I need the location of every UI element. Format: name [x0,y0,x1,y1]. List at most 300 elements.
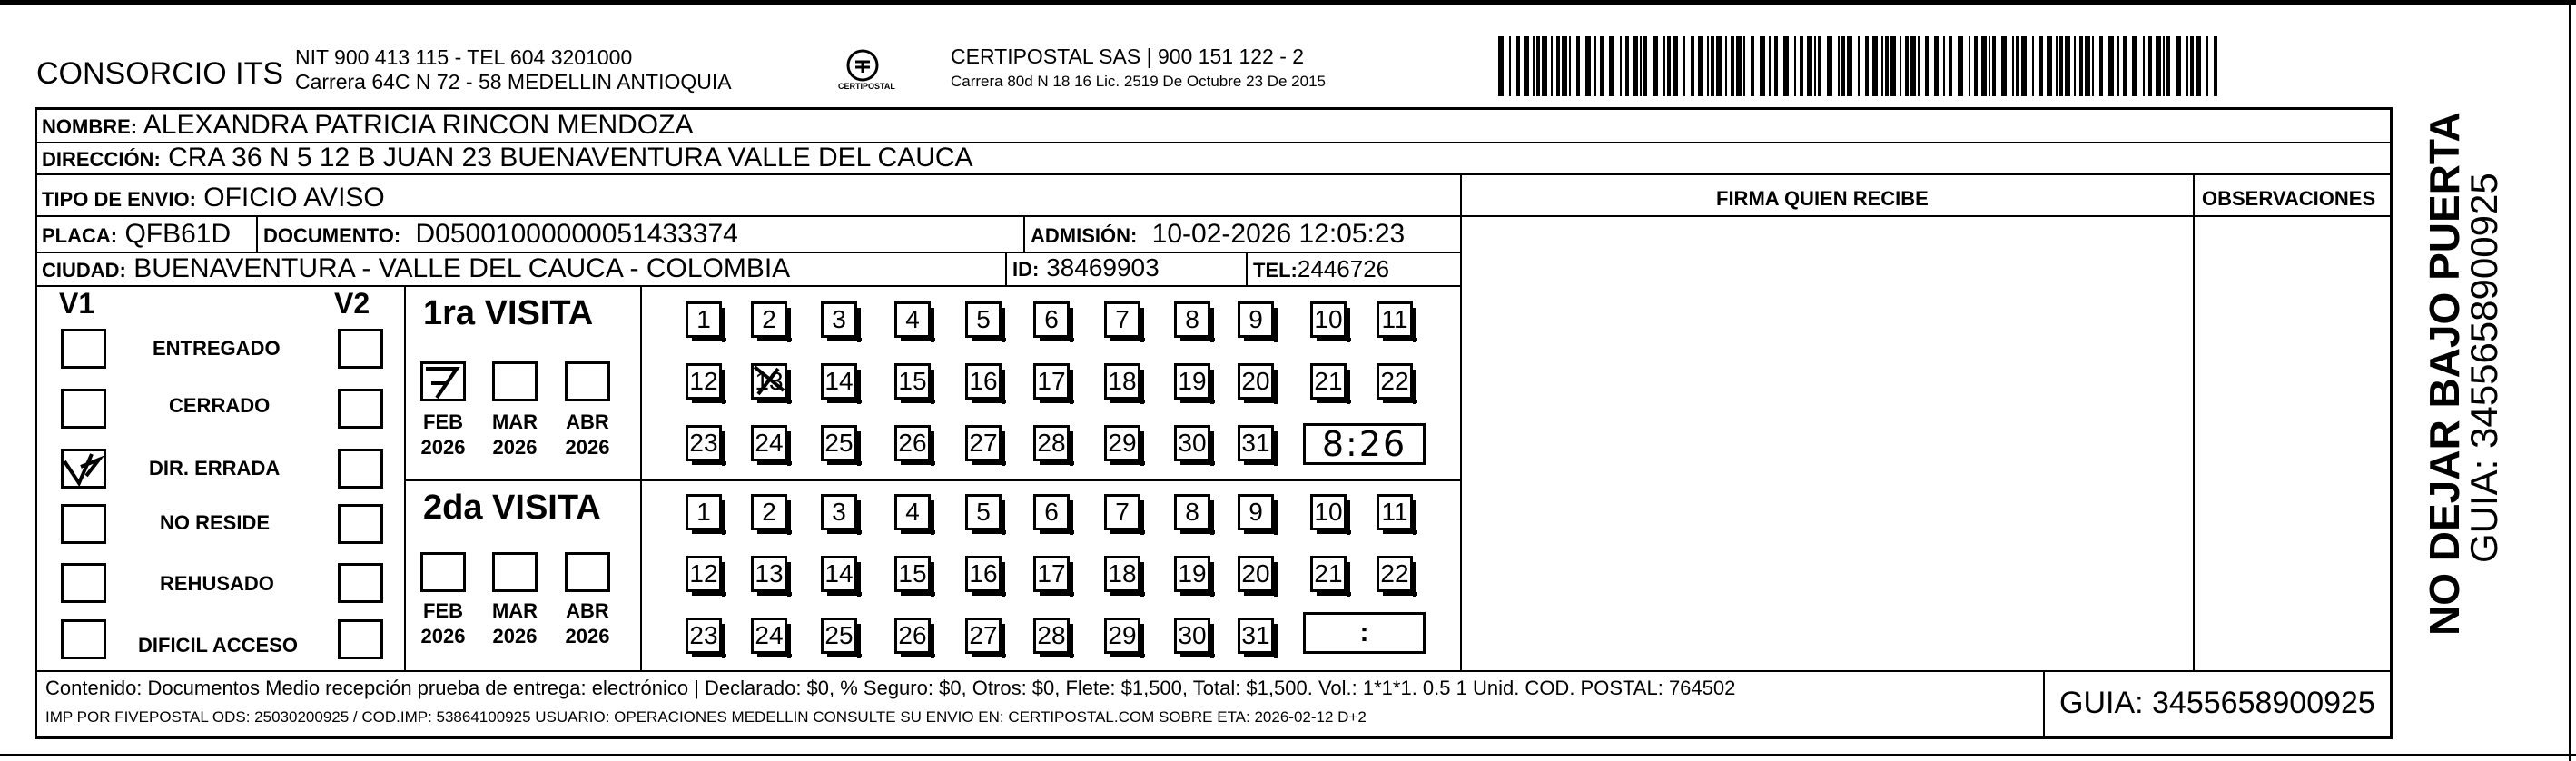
ciudad-row [42,253,790,284]
barcode-bar [1989,36,1990,96]
placa-row [42,219,231,250]
certipostal-logo-icon [835,44,895,98]
barcode-bar [1683,36,1685,96]
v1-no-reside-checkbox[interactable] [61,504,106,544]
visit2-time-value: : [1359,618,1369,647]
day-number: 3 [832,498,846,526]
v1-header: V1 [59,287,95,320]
visit2-day-box[interactable] [965,618,1002,654]
footer-line1: Contenido: Documentos Medio recepción prueba de entrega: electrónico | Declarado: $0, % Seguro: $0, Otros: $0, Flete: $1,500, Total: $1,500. Vol.: 1*1*1. 0.5 1 Unid. COD. POSTAL: 764502 [45,677,1736,699]
day-number: 21 [1314,559,1343,588]
visit2-day-box[interactable] [1033,494,1070,530]
barcode-bar [1958,36,1963,96]
day-number: 27 [969,429,998,457]
barcode-bar [1509,36,1511,96]
visit1-day-box[interactable] [751,301,787,338]
visit2-feb-checkbox[interactable] [420,552,466,592]
firma-header: FIRMA QUIEN RECIBE [1716,187,1929,210]
ciudad-value: BUENAVENTURA - VALLE DEL CAUCA - COLOMBIA [133,253,791,283]
visit2-mar-checkbox[interactable] [492,552,538,592]
placa-label: PLACA: [42,224,118,247]
visit1-time-box[interactable] [1303,423,1426,465]
barcode-bar [2148,36,2152,96]
nombre-row [42,110,693,141]
visit2-day-box[interactable] [1238,618,1274,654]
barcode-bar [1731,36,1734,96]
visit2-day-box[interactable] [965,494,1002,530]
barcode-bar [1725,36,1727,96]
day-number: 30 [1178,621,1207,649]
visit2-year-abr: 2026 [565,625,610,647]
tel-value: 2446726 [1297,255,1390,282]
barcode-bar [1872,36,1878,96]
visit1-day-box[interactable] [1104,301,1140,338]
day-number: 20 [1241,559,1270,588]
day-number: 29 [1108,429,1137,457]
barcode-bar [1620,36,1622,96]
barcode-bar [1533,36,1535,96]
day-number: 11 [1381,305,1408,333]
barcode-bar [1516,36,1520,96]
barcode-bar [2176,36,2181,96]
day-number: 15 [898,367,927,395]
barcode-bar [1827,36,1832,96]
visit2-day-box[interactable] [894,618,931,654]
barcode-bar [1585,36,1591,96]
barcode-bar [2196,36,2201,96]
visit1-day-box[interactable] [1377,363,1413,400]
day-number: 7 [1115,305,1130,333]
barcode-bar [1594,36,1596,96]
day-number: 18 [1108,559,1137,588]
company-line1: NIT 900 413 115 - TEL 604 3201000 [295,45,633,69]
visit1-day-box[interactable] [965,301,1002,338]
status-cerrado-label: CERRADO [169,394,271,417]
right-border [2569,0,2571,761]
day-number: 9 [1249,498,1263,526]
barcode-bar [2186,36,2188,96]
visit2-day-box[interactable] [1033,556,1070,592]
visit2-day-box[interactable] [686,494,722,530]
visit1-year-mar: 2026 [492,436,538,459]
ciudad-label: CIUDAD: [42,259,126,282]
barcode-bar [2092,36,2094,96]
direccion-label: DIRECCIÓN: [42,148,161,171]
visit2-time-box[interactable] [1303,612,1426,654]
tipo-label: TIPO DE ENVIO: [42,188,196,211]
visit1-day-box[interactable] [1238,301,1274,338]
barcode-bar [1751,36,1754,96]
barcode-bar [1814,36,1816,96]
handwritten-mark-icon [420,361,466,401]
barcode-bar [1885,36,1889,96]
barcode-bar [2099,36,2103,96]
day-number: 20 [1241,367,1270,395]
barcode-bar [2012,36,2014,96]
day-number: 9 [1249,305,1263,333]
visit2-month-mar: MAR [491,599,538,622]
day-number: 21 [1314,367,1343,395]
placa-value: QFB61D [124,219,232,249]
day-number: 13 [755,559,784,588]
barcode-bar [1643,36,1647,96]
visit1-year-abr: 2026 [565,436,610,459]
barcode-bar [1663,36,1665,96]
barcode-bar [1569,36,1571,96]
v2-entregado-checkbox[interactable] [338,329,383,369]
visit1-day-box[interactable] [686,301,722,338]
visit1-mar-checkbox[interactable] [492,361,538,401]
barcode-bar [2123,36,2127,96]
barcode-bar [1890,36,1896,96]
barcode-bar [2059,36,2063,96]
status-dir-errada-label: DIR. ERRADA [149,457,281,479]
visit2-day-box[interactable] [1104,556,1140,592]
barcode-bar [1736,36,1742,96]
day-number: 29 [1108,621,1137,649]
observaciones-header: OBSERVACIONES [2202,187,2376,210]
visit1-day-box[interactable] [965,425,1002,461]
barcode-bar [1783,36,1789,96]
visit2-day-box[interactable] [686,618,722,654]
visit1-time-value: 8:26 [1321,424,1407,464]
visit2-day-box[interactable] [1174,618,1210,654]
day-number: 28 [1037,429,1066,457]
barcode-bar [1841,36,1845,96]
documento-value: D05001000000051433374 [415,219,738,249]
admision-row [1031,219,1405,250]
barcode-bar [1910,36,1916,96]
v2-cerrado-checkbox[interactable] [338,389,383,429]
v2-header: V2 [334,287,370,320]
status-no-reside-label: NO RESIDE [160,511,271,534]
barcode-bar [1992,36,1996,96]
visit1-day-box[interactable] [894,425,931,461]
barcode-bar [1653,36,1658,96]
visit2-day-box[interactable] [894,556,931,592]
tipo-row [42,183,385,213]
visit1-day-box[interactable] [686,363,722,400]
barcode-bar [1918,36,1920,96]
visit1-title: 1ra VISITA [423,294,594,332]
day-number: 8 [1185,498,1199,526]
barcode-bar [2016,36,2019,96]
barcode-bar [1769,36,1771,96]
barcode-bar [1716,36,1722,96]
visit2-day-box[interactable] [1238,556,1274,592]
visit2-day-box[interactable] [1377,494,1413,530]
barcode-bar [2190,36,2194,96]
visit1-year-feb: 2026 [420,436,466,459]
barcode-bar [2047,36,2052,96]
day-number: 26 [898,621,927,649]
day-number: 15 [898,559,927,588]
barcode-bar [1847,36,1852,96]
day-number: 13 [755,367,784,395]
day-number: 1 [696,305,711,333]
visit1-month-mar: MAR [491,410,538,433]
day-number: 12 [689,559,718,588]
visit1-month-abr: ABR [566,410,609,433]
barcode-bar [1949,36,1952,96]
visit1-day-box[interactable] [1033,363,1070,400]
visit2-day-box[interactable] [751,618,787,654]
barcode-bar [1807,36,1812,96]
status-dificil-acceso-label: DIFICIL ACCESO [138,634,299,657]
barcode-bar [2143,36,2145,96]
day-number: 12 [689,367,718,395]
visit2-day-box[interactable] [1104,618,1140,654]
barcode-bar [1667,36,1671,96]
visit2-day-box[interactable] [1104,494,1140,530]
bottom-divider [0,754,2576,756]
barcode-bar [1925,36,1929,96]
visit2-day-box[interactable] [1238,494,1274,530]
day-number: 18 [1108,367,1137,395]
company-line2: Carrera 64C N 72 - 58 MEDELLIN ANTIOQUIA [295,70,732,94]
side-title: NO DEJAR BAJO PUERTA [2421,112,2468,636]
direccion-row [42,143,973,173]
barcode-bar [2132,36,2137,96]
visit2-month-abr: ABR [566,599,609,622]
tel-label: TEL: [1253,259,1298,282]
day-number: 17 [1037,367,1066,395]
visit1-day-box[interactable] [1104,425,1140,461]
barcode-bar [1625,36,1629,96]
day-number: 25 [824,429,854,457]
v2-rehusado-checkbox[interactable] [338,563,383,603]
barcode-bar [1865,36,1869,96]
barcode-bar [1711,36,1714,96]
barcode-bar [1818,36,1821,96]
day-number: 5 [976,498,991,526]
day-number: 14 [824,367,854,395]
v1-rehusado-checkbox[interactable] [61,563,106,603]
visit2-day-box[interactable] [1174,494,1210,530]
visit1-abr-checkbox[interactable] [565,361,610,401]
barcode-bar [2039,36,2043,96]
day-number: 19 [1178,367,1207,395]
day-number: 2 [762,498,776,526]
visit2-day-box[interactable] [751,494,787,530]
barcode-bar [1536,36,1540,96]
barcode-bar [1838,36,1840,96]
visit2-day-box[interactable] [1310,494,1347,530]
day-number: 10 [1314,498,1343,526]
visit1-day-box[interactable] [686,425,722,461]
visit1-day-box[interactable] [751,425,787,461]
day-number: 10 [1314,305,1343,333]
barcode-bar [2085,36,2090,96]
barcode-bar [1691,36,1694,96]
barcode-bar [2166,36,2170,96]
visit2-day-box[interactable] [821,618,857,654]
day-number: 8 [1185,305,1199,333]
courier-line1: CERTIPOSTAL SAS | 900 151 122 - 2 [951,44,1305,68]
day-number: 24 [755,429,784,457]
barcode-bar [1551,36,1553,96]
barcode-bar [1800,36,1803,96]
barcode-bar [1556,36,1560,96]
barcode-bar [2117,36,2119,96]
day-number: 31 [1241,429,1270,457]
visit2-day-box[interactable] [965,556,1002,592]
day-number: 19 [1178,559,1207,588]
visit2-day-box[interactable] [1310,556,1347,592]
footer-line2: IMP POR FIVEPOSTAL ODS: 25030200925 / COD.IMP: 53864100925 USUARIO: OPERACIONES MEDELLIN CONSULTE SU ENVIO EN: CERTIPOSTAL.COM SOBRE ETA: 2026-02-12 D+2 [45,708,1367,726]
footer-guia: GUIA: 3455658900925 [2059,686,2375,720]
day-number: 23 [689,621,718,649]
barcode-bar [2001,36,2007,96]
visit1-day-box[interactable] [1174,425,1210,461]
barcode-bar [2156,36,2161,96]
top-border [0,0,2576,5]
v1-entregado-checkbox[interactable] [61,329,106,369]
barcode-bar [2065,36,2070,96]
day-number: 6 [1044,305,1059,333]
barcode-bar [1900,36,1901,96]
barcode-bar [1969,36,1970,96]
visit1-day-box[interactable] [1310,301,1347,338]
barcode-bar [1934,36,1939,96]
day-number: 11 [1381,498,1408,526]
visit2-year-mar: 2026 [492,625,538,647]
day-number: 1 [696,498,711,526]
barcode-bar [2214,36,2217,96]
barcode-bar [2163,36,2165,96]
day-number: 22 [1380,559,1409,588]
visit2-day-box[interactable] [751,556,787,592]
day-number: 24 [755,621,784,649]
barcode-bar [1542,36,1547,96]
barcode-bar [1673,36,1678,96]
v2-no-reside-checkbox[interactable] [338,504,383,544]
day-number: 28 [1037,621,1066,649]
barcode-bar [2074,36,2076,96]
company-name: CONSORCIO ITS [36,56,284,91]
cross-mark-icon [751,363,787,400]
logo-text: CERTIPOSTAL [838,82,895,91]
visit2-day-box[interactable] [1377,556,1413,592]
direccion-value: CRA 36 N 5 12 B JUAN 23 BUENAVENTURA VALLE DEL CAUCA [168,143,973,173]
visit1-day-box[interactable] [1238,363,1274,400]
day-number: 7 [1115,498,1130,526]
barcode-bar [1698,36,1703,96]
barcode-bar [1640,36,1642,96]
barcode-bar [1881,36,1883,96]
visit2-day-box[interactable] [821,556,857,592]
visit1-day-box[interactable] [1174,363,1210,400]
day-number: 6 [1044,498,1059,526]
v2-dir-errada-checkbox[interactable] [338,449,383,489]
barcode-bar [1774,36,1778,96]
barcode-bar [1600,36,1604,96]
documento-row [263,219,738,250]
side-guia: GUIA: 3455658900925 [2462,173,2505,563]
documento-label: DOCUMENTO: [263,224,401,247]
day-number: 22 [1380,367,1409,395]
barcode-bar [1498,36,1504,96]
visit1-day-box[interactable] [821,301,857,338]
visit2-day-box[interactable] [894,494,931,530]
day-number: 26 [898,429,927,457]
visit1-day-box[interactable] [1104,363,1140,400]
visit2-day-box[interactable] [821,494,857,530]
barcode-bar [1858,36,1860,96]
barcode-bar [2079,36,2083,96]
visit1-day-box[interactable] [1033,425,1070,461]
v1-dir-errada-checkbox[interactable] [61,449,106,489]
visit1-day-box[interactable] [821,363,857,400]
status-rehusado-label: REHUSADO [160,572,274,595]
barcode-bar [2032,36,2034,96]
nombre-label: NOMBRE: [42,115,138,138]
barcode-bar [1707,36,1709,96]
barcode-icon [1498,36,2223,96]
barcode-bar [1974,36,1978,96]
day-number: 5 [976,305,991,333]
barcode-bar [1576,36,1580,96]
visit2-day-box[interactable] [1033,618,1070,654]
visit2-abr-checkbox[interactable] [565,552,610,592]
v1-dificil-acceso-checkbox[interactable] [61,619,106,659]
barcode-bar [1562,36,1567,96]
visit2-day-box[interactable] [686,556,722,592]
visit2-year-feb: 2026 [420,625,466,647]
day-number: 17 [1037,559,1066,588]
visit1-day-box[interactable] [1310,363,1347,400]
barcode-bar [1760,36,1765,96]
visit1-day-box[interactable] [1174,301,1210,338]
courier-line2: Carrera 80d N 18 16 Lic. 2519 De Octubre 23 De 2015 [951,73,1326,90]
barcode-bar [1794,36,1796,96]
visit1-day-box[interactable] [751,363,787,400]
v1-cerrado-checkbox[interactable] [61,389,106,429]
check-mark-icon [61,449,106,489]
barcode-bar [2206,36,2208,96]
admision-label: ADMISIÓN: [1031,224,1138,247]
day-number: 30 [1178,429,1207,457]
barcode-bar [1943,36,1945,96]
day-number: 31 [1241,621,1270,649]
barcode-bar [2021,36,2027,96]
tel-row [1253,255,1389,283]
day-number: 25 [824,621,854,649]
day-number: 23 [689,429,718,457]
visit1-day-box[interactable] [894,301,931,338]
day-number: 3 [832,305,846,333]
visit2-day-box[interactable] [1174,556,1210,592]
visit1-day-box[interactable] [1377,301,1413,338]
nombre-value: ALEXANDRA PATRICIA RINCON MENDOZA [143,110,694,140]
day-number: 4 [905,305,920,333]
visit2-month-feb: FEB [423,599,463,622]
admision-value: 10-02-2026 12:05:23 [1151,219,1406,249]
v2-dificil-acceso-checkbox[interactable] [338,619,383,659]
visit1-day-box[interactable] [1033,301,1070,338]
day-number: 14 [824,559,854,588]
visit1-feb-checkbox[interactable] [420,361,466,401]
barcode-bar [1981,36,1987,96]
visit1-day-box[interactable] [965,363,1002,400]
id-row [1012,253,1160,282]
visit1-day-box[interactable] [1238,425,1274,461]
visit1-day-box[interactable] [821,425,857,461]
barcode-bar [2056,36,2058,96]
visit1-day-box[interactable] [894,363,931,400]
barcode-bar [1633,36,1638,96]
id-label: ID: [1012,258,1040,281]
